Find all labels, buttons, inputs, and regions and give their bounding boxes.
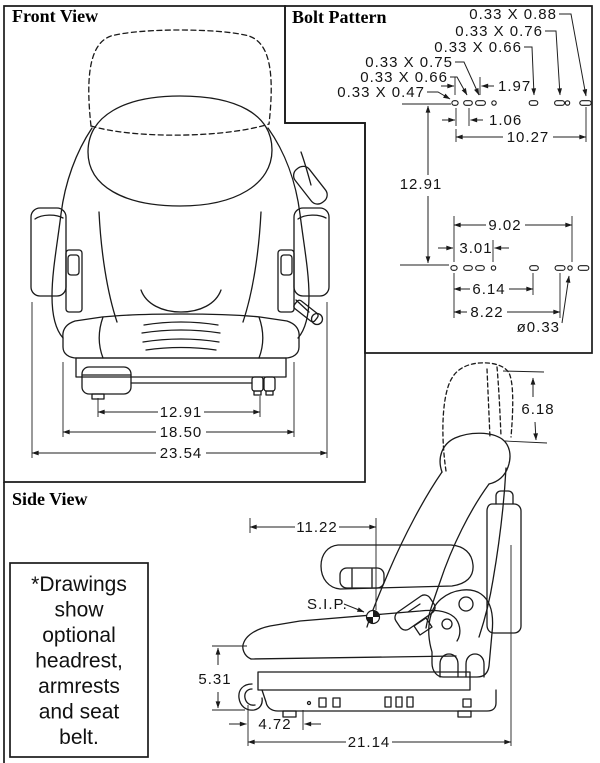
note-line-3: optional <box>42 624 116 647</box>
front-base <box>76 358 286 399</box>
side-dim-offset: 4.72 <box>258 716 292 733</box>
side-view-title: Side View <box>12 489 88 509</box>
side-backrest <box>367 433 510 637</box>
bolt-dim-197: 1.97 <box>498 78 532 95</box>
side-view-seat-drawing <box>239 363 521 717</box>
side-dim-height: 5.31 <box>198 671 232 688</box>
slot-label-3: 0.33 X 0.75 <box>365 54 453 71</box>
sip-symbol <box>367 611 380 624</box>
side-base <box>239 672 496 717</box>
slot-label-0: 0.33 X 0.88 <box>469 6 557 23</box>
note-line-1: *Drawings <box>31 573 127 596</box>
bolt-dim-1027: 10.27 <box>506 129 550 146</box>
front-dim-base: 18.50 <box>159 424 203 441</box>
bolt-pattern-title: Bolt Pattern <box>292 7 387 27</box>
front-dim-overall: 23.54 <box>159 445 203 462</box>
side-dim-length: 21.14 <box>347 734 391 751</box>
sip-label: S.I.P. <box>307 596 348 613</box>
side-view-dimensions <box>198 371 554 751</box>
side-suspension-plate <box>429 590 493 677</box>
note-line-6: and seat <box>38 700 120 724</box>
note-line-7: belt. <box>59 726 99 749</box>
bolt-holes-bottom-row <box>451 266 589 271</box>
note-line-5: armrests <box>38 675 120 698</box>
note-line-2: show <box>54 598 104 622</box>
bolt-hole-diameter: ø0.33 <box>516 319 560 336</box>
bolt-pattern-panel <box>292 6 591 336</box>
bolt-dim-301: 3.01 <box>459 240 493 257</box>
front-cushion <box>63 314 299 358</box>
slot-label-4: 0.33 X 0.66 <box>360 69 448 86</box>
bolt-holes-top-row <box>452 101 591 106</box>
side-belt-buckle <box>395 595 435 635</box>
bolt-dim-822: 8.22 <box>470 304 504 321</box>
front-dim-feet: 12.91 <box>159 404 203 421</box>
side-headrest-outline <box>443 363 513 471</box>
side-dim-armrest: 11.22 <box>296 519 338 536</box>
front-seat-belt <box>290 152 330 325</box>
side-dim-headrest: 6.18 <box>521 401 555 418</box>
front-view-dimensions <box>32 302 327 462</box>
side-cushion <box>243 610 460 659</box>
bolt-dim-614: 6.14 <box>472 281 506 298</box>
slot-label-2: 0.33 X 0.66 <box>434 39 522 56</box>
note-box <box>31 573 127 749</box>
front-headrest-outline <box>89 30 271 135</box>
front-backrest <box>52 96 309 338</box>
front-view-title: Front View <box>12 6 99 26</box>
note-line-4: headrest, <box>35 649 123 673</box>
bolt-pattern-dimensions <box>400 77 586 336</box>
bolt-dim-1291: 12.91 <box>399 176 443 193</box>
front-armrest-left <box>31 208 82 312</box>
front-view-panel <box>12 6 330 462</box>
slot-label-5: 0.33 X 0.47 <box>337 84 425 101</box>
front-armrest-right <box>278 208 329 312</box>
bolt-dim-902: 9.02 <box>488 217 522 234</box>
slot-label-1: 0.33 X 0.76 <box>455 23 543 40</box>
bolt-dim-106: 1.06 <box>489 112 523 129</box>
